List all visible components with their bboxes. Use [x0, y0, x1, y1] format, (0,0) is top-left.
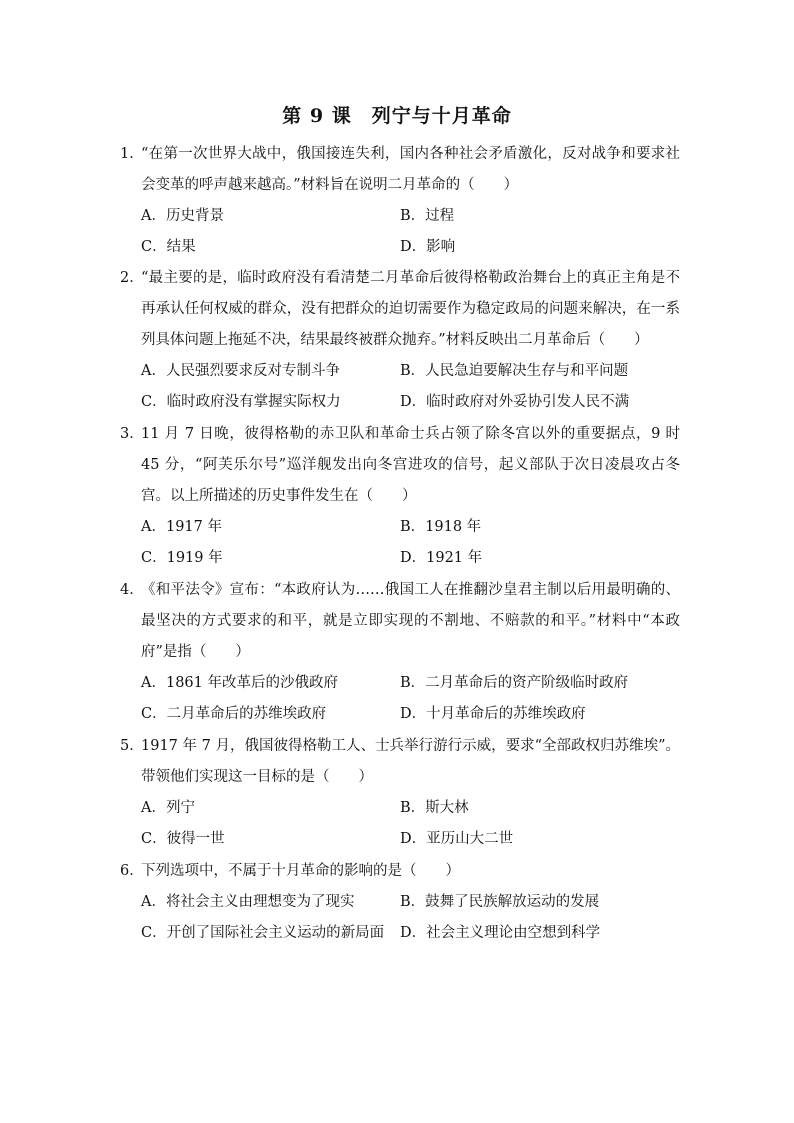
option-d[interactable]: D．临时政府对外妥协引发人民不满	[400, 394, 630, 410]
option-a[interactable]: A．1861 年改革后的沙俄政府	[141, 675, 338, 691]
question-number: 3．	[120, 426, 144, 442]
question-text: “最主要的是，临时政府没有看清楚二月革命后彼得格勒政治舞台上的真正主角是不再承认任何权威的群众，没有把群众的迫切需要作为稳定政局的问题来解决，在一系列具体问题上拖延不决，结果最终被群众抛弃。”材料反映出二月革命后（ ）	[141, 270, 680, 348]
option-c[interactable]: C．二月革命后的苏维埃政府	[141, 706, 327, 722]
question-number: 5．	[120, 738, 144, 754]
options-grid	[120, 668, 680, 730]
question-number: 1．	[120, 146, 144, 162]
question-stem	[120, 575, 680, 668]
question-stem	[120, 139, 680, 201]
option-c[interactable]: C．临时政府没有掌握实际权力	[141, 394, 341, 410]
options-grid	[120, 356, 680, 418]
question-text: 11 月 7 日晚，彼得格勒的赤卫队和革命士兵占领了除冬宫以外的重要据点，9 时 45 分，“阿芙乐尔号”巡洋舰发出向冬宫进攻的信号，起义部队于次日凌晨攻占冬宫。以上所描述的历史事件发生在（ ）	[141, 426, 680, 504]
option-d[interactable]: D．1921 年	[400, 550, 483, 566]
question-4	[120, 575, 680, 730]
question-stem	[120, 731, 680, 793]
question-stem	[120, 856, 680, 887]
option-a[interactable]: A．列宁	[141, 800, 195, 816]
option-d[interactable]: D．十月革命后的苏维埃政府	[400, 706, 586, 722]
options-grid	[120, 201, 680, 263]
lesson-title: 第 9 课 列宁与十月革命	[282, 105, 512, 127]
option-d[interactable]: D．亚历山大二世	[400, 831, 514, 847]
option-b[interactable]: B．过程	[400, 208, 455, 224]
options-grid	[120, 887, 680, 949]
question-text: 1917 年 7 月，俄国彼得格勒工人、士兵举行游行示威，要求“全部政权归苏维埃”。带领他们实现这一目标的是（ ）	[141, 738, 680, 785]
question-stem	[120, 419, 680, 512]
question-2	[120, 263, 680, 418]
option-b[interactable]: B．鼓舞了民族解放运动的发展	[400, 894, 600, 910]
question-number: 4．	[120, 582, 144, 598]
option-c[interactable]: C．开创了国际社会主义运动的新局面	[141, 925, 385, 941]
option-c[interactable]: C．彼得一世	[141, 831, 225, 847]
option-a[interactable]: A．将社会主义由理想变为了现实	[141, 894, 355, 910]
option-b[interactable]: B．人民急迫要解决生存与和平问题	[400, 363, 629, 379]
question-text: “在第一次世界大战中，俄国接连失利，国内各种社会矛盾激化，反对战争和要求社会变革的呼声越来越高。”材料旨在说明二月革命的（ ）	[141, 146, 680, 193]
question-1	[120, 139, 680, 263]
question-5	[120, 731, 680, 855]
question-number: 6．	[120, 863, 144, 879]
question-stem	[120, 263, 680, 356]
option-d[interactable]: D．社会主义理论由空想到科学	[400, 925, 601, 941]
question-3	[120, 419, 680, 574]
question-text: 下列选项中，不属于十月革命的影响的是（ ）	[141, 863, 460, 879]
option-a[interactable]: A．历史背景	[141, 208, 224, 224]
option-c[interactable]: C．1919 年	[141, 550, 223, 566]
option-a[interactable]: A．1917 年	[141, 519, 222, 535]
option-d[interactable]: D．影响	[400, 239, 456, 255]
option-b[interactable]: B．1918 年	[400, 519, 482, 535]
option-b[interactable]: B．二月革命后的资产阶级临时政府	[400, 675, 629, 691]
option-c[interactable]: C．结果	[141, 239, 196, 255]
options-grid	[120, 512, 680, 574]
question-number: 2．	[120, 270, 144, 286]
option-a[interactable]: A．人民强烈要求反对专制斗争	[141, 363, 340, 379]
option-b[interactable]: B．斯大林	[400, 800, 469, 816]
options-grid	[120, 793, 680, 855]
question-text: 《和平法令》宣布：“本政府认为……俄国工人在推翻沙皇君主制以后用最明确的、最坚决的方式要求的和平，就是立即实现的不割地、不赔款的和平。”材料中“本政府”是指（ ）	[141, 582, 680, 660]
question-6	[120, 856, 680, 949]
